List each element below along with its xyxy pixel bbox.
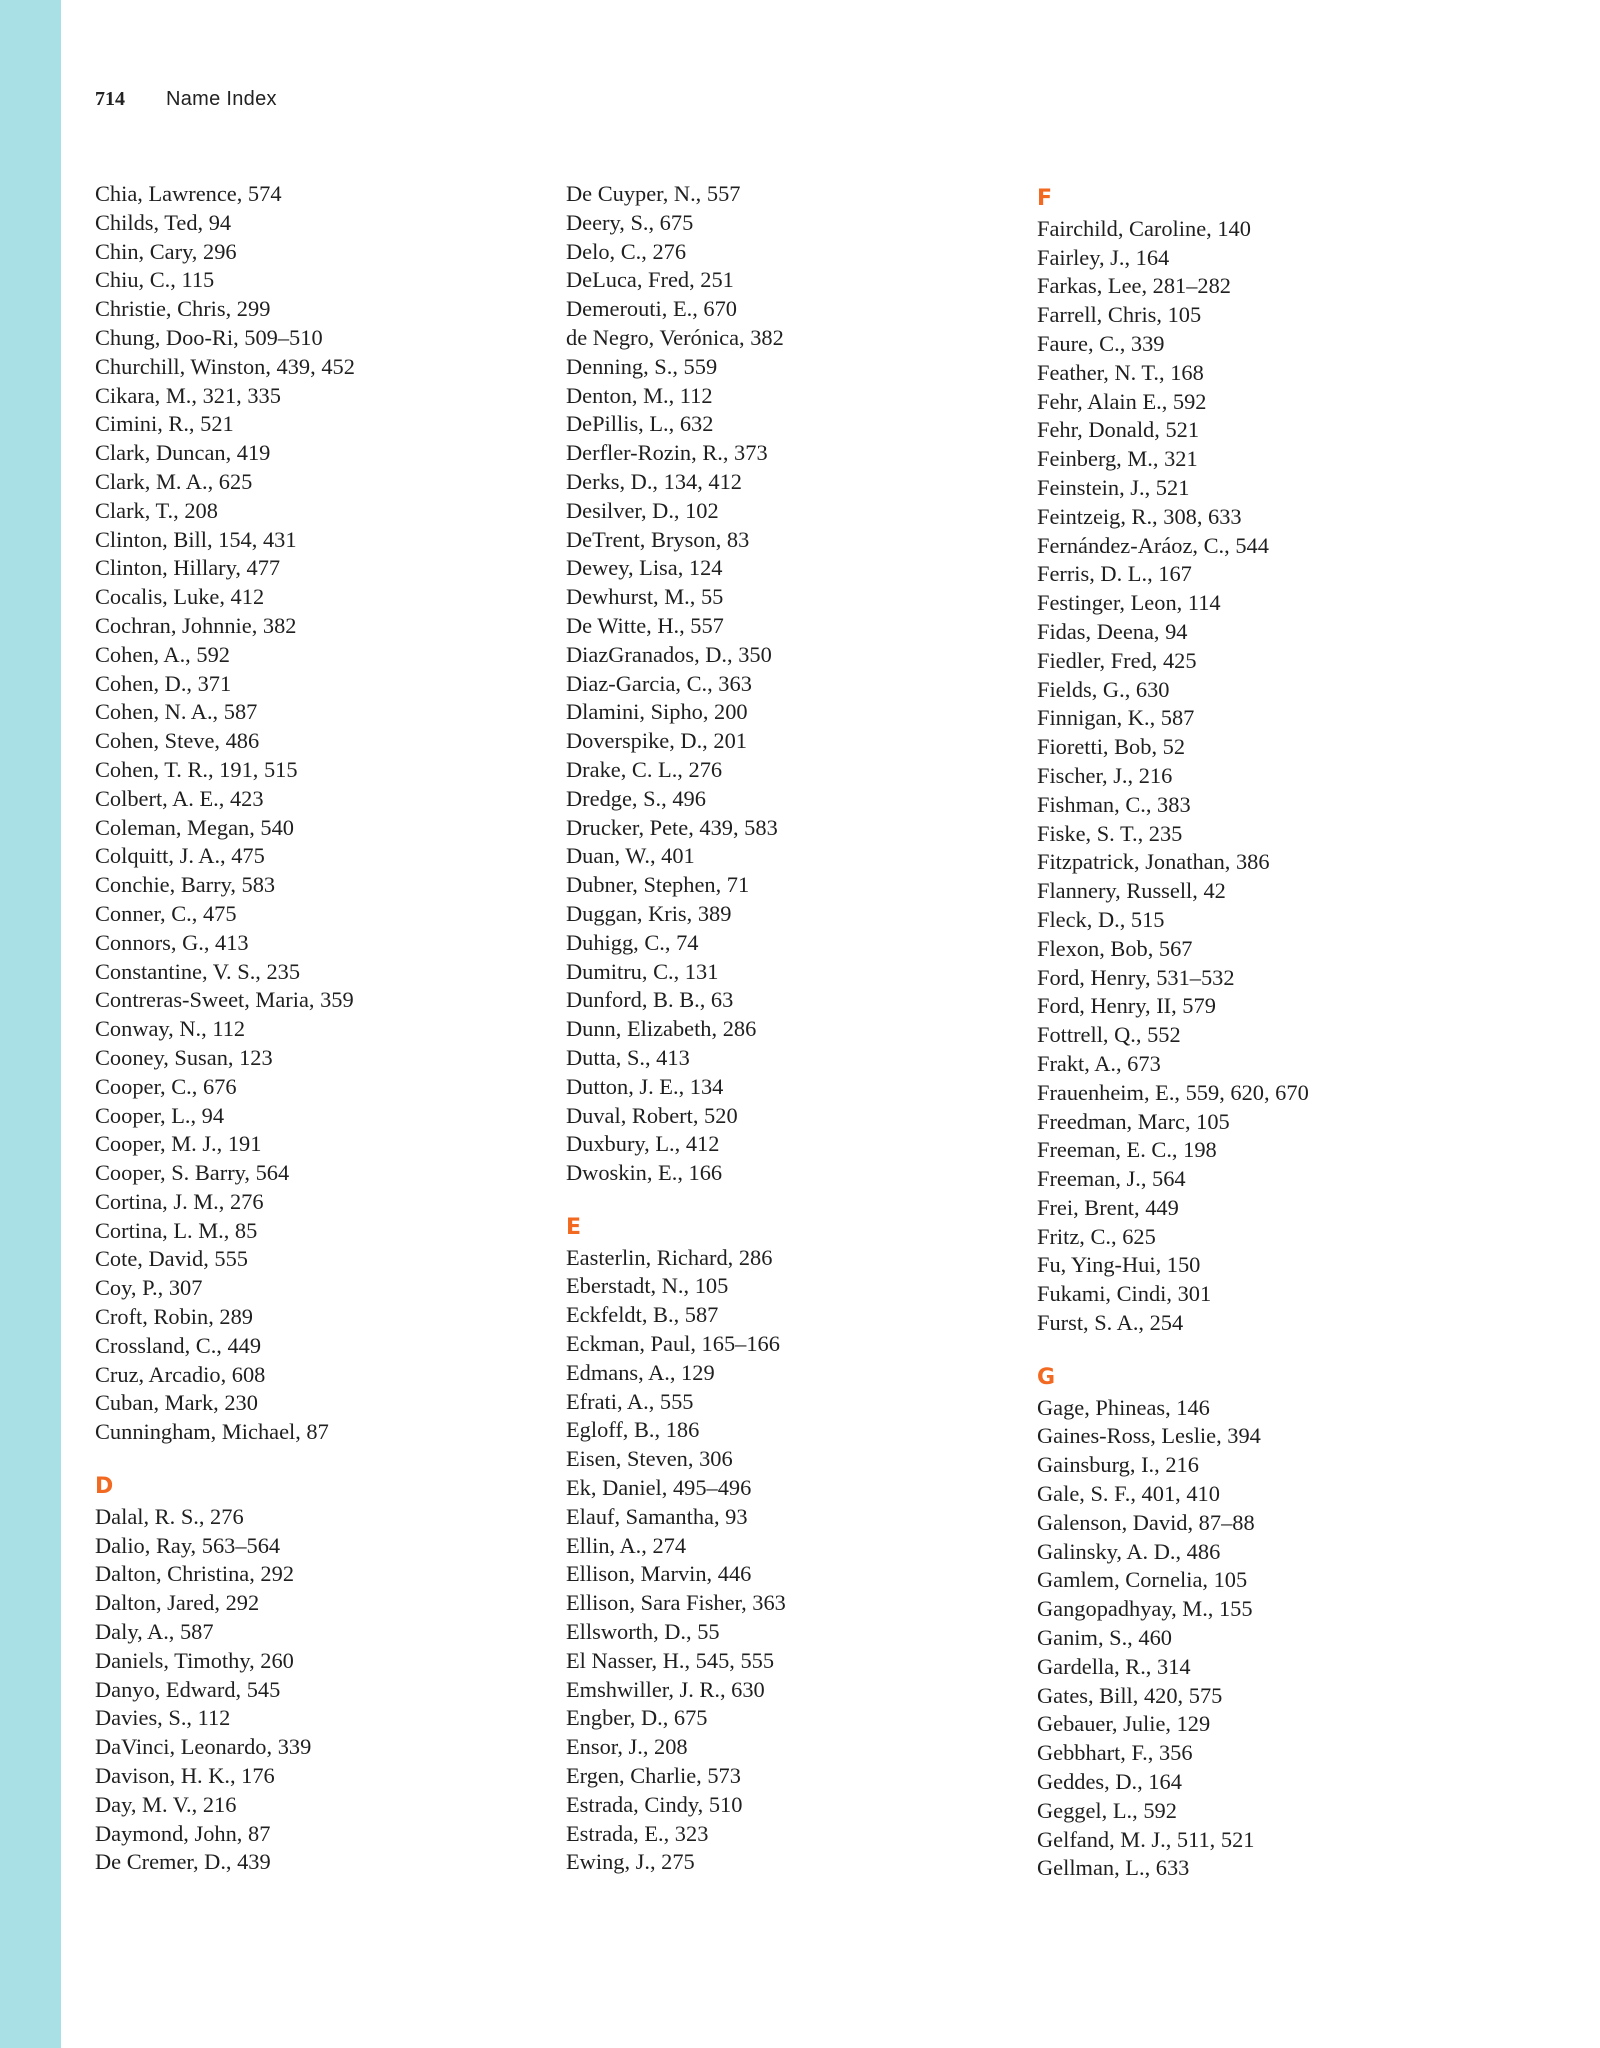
index-entry: Dewhurst, M., 55 [566,584,724,610]
index-entry: Cocalis, Luke, 412 [95,584,265,610]
index-entry: Daly, A., 587 [95,1619,214,1645]
index-entry: Freedman, Marc, 105 [1037,1108,1230,1134]
index-entry: Fehr, Alain E., 592 [1037,388,1207,414]
index-entry: Clinton, Bill, 154, 431 [95,526,297,552]
index-entry: Fields, G., 630 [1037,676,1170,702]
index-entry: Gale, S. F., 401, 410 [1037,1481,1220,1507]
index-entry: Farrell, Chris, 105 [1037,302,1202,328]
index-entry: Fiedler, Fred, 425 [1037,647,1197,673]
index-entry: Eisen, Steven, 306 [566,1446,733,1472]
index-entry: Ek, Daniel, 495–496 [566,1475,752,1501]
index-entry: Fishman, C., 383 [1037,791,1191,817]
index-entry: Chiu, C., 115 [95,267,215,293]
index-entry: Cooper, L., 94 [95,1102,225,1128]
index-entry: Egloff, B., 186 [566,1417,700,1443]
index-entry: Eberstadt, N., 105 [566,1273,729,1299]
index-entry: Frei, Brent, 449 [1037,1194,1179,1220]
index-entry: Danyo, Edward, 545 [95,1676,281,1702]
index-entry: Estrada, E., 323 [566,1820,709,1846]
section-letter-heading: G [1037,1364,1056,1390]
index-entry: Fiske, S. T., 235 [1037,820,1183,846]
index-entry: Coy, P., 307 [95,1275,203,1301]
index-entry: Cohen, N. A., 587 [95,699,258,725]
index-entry: Ferris, D. L., 167 [1037,561,1192,587]
index-entry: De Cuyper, N., 557 [566,181,741,206]
index-entry: Constantine, V. S., 235 [95,958,301,984]
index-entry: Cimini, R., 521 [95,411,234,437]
index-entry: Elauf, Samantha, 93 [566,1503,748,1529]
index-entry: Efrati, A., 555 [566,1388,694,1414]
index-entry: Conway, N., 112 [95,1016,246,1042]
index-entry: Drake, C. L., 276 [566,756,723,782]
index-entry: Dewey, Lisa, 124 [566,555,723,581]
index-entry: Ellin, A., 274 [566,1532,687,1558]
index-entry: El Nasser, H., 545, 555 [566,1647,775,1673]
index-entry: Delo, C., 276 [566,238,687,264]
index-entry: Fairchild, Caroline, 140 [1037,215,1251,241]
index-entry: Chung, Doo-Ri, 509–510 [95,324,323,350]
index-entry: Ford, Henry, 531–532 [1037,964,1235,990]
index-entry: Connors, G., 413 [95,929,249,955]
index-entry: Ewing, J., 275 [566,1849,695,1875]
index-entry: Day, M. V., 216 [95,1791,237,1817]
index-entry: Fidas, Deena, 94 [1037,618,1188,644]
index-entry: Dunford, B. B., 63 [566,987,734,1013]
index-entry: Frauenheim, E., 559, 620, 670 [1037,1079,1309,1105]
index-entry: Fritz, C., 625 [1037,1223,1156,1249]
index-entry: Childs, Ted, 94 [95,209,232,235]
section-letter-heading: E [566,1214,582,1240]
index-entry: Drucker, Pete, 439, 583 [566,814,778,840]
index-entry: Duhigg, C., 74 [566,929,699,955]
index-entry: Diaz-Garcia, C., 363 [566,670,752,696]
index-entry: Churchill, Winston, 439, 452 [95,353,355,379]
index-entry: Demerouti, E., 670 [566,296,738,322]
index-entry: Duggan, Kris, 389 [566,900,732,926]
index-entry: Coleman, Megan, 540 [95,814,294,840]
index-entry: Cruz, Arcadio, 608 [95,1361,266,1387]
index-entry: Dlamini, Sipho, 200 [566,699,748,725]
index-entry: Gainsburg, I., 216 [1037,1452,1199,1478]
index-entry: Gaines-Ross, Leslie, 394 [1037,1423,1261,1449]
index-entry: Fairley, J., 164 [1037,244,1170,270]
index-entry: DiazGranados, D., 350 [566,641,772,667]
index-entry: Dwoskin, E., 166 [566,1160,723,1186]
index-entry: Feather, N. T., 168 [1037,359,1204,385]
index-entry: Geggel, L., 592 [1037,1797,1177,1823]
index-entry: Denton, M., 112 [566,382,713,408]
index-entry: Dalton, Jared, 292 [95,1590,260,1616]
index-entry: Geddes, D., 164 [1037,1769,1182,1795]
index-entry: Dalton, Christina, 292 [95,1561,295,1587]
index-entry: Cooper, S. Barry, 564 [95,1160,290,1186]
index-entry: Crossland, C., 449 [95,1332,262,1358]
index-entry: Dutta, S., 413 [566,1044,690,1070]
index-entry: Ford, Henry, II, 579 [1037,993,1216,1019]
index-entry: Cohen, T. R., 191, 515 [95,756,298,782]
page-title: Name Index [166,88,277,110]
index-entry: Duan, W., 401 [566,843,695,869]
index-column-3 [1037,180,1477,1883]
index-entry: Galinsky, A. D., 486 [1037,1538,1221,1564]
index-entry: Feintzeig, R., 308, 633 [1037,503,1242,529]
index-entry: Ganim, S., 460 [1037,1625,1172,1651]
index-entry: Gelfand, M. J., 511, 521 [1037,1826,1255,1852]
index-entry: Chin, Cary, 296 [95,238,237,264]
index-entry: Flexon, Bob, 567 [1037,935,1193,961]
index-entry: Clark, M. A., 625 [95,468,253,494]
index-entry: Feinstein, J., 521 [1037,474,1190,500]
index-entry: Doverspike, D., 201 [566,728,747,754]
index-entry: Dubner, Stephen, 71 [566,872,750,898]
index-entry: de Negro, Verónica, 382 [566,324,784,350]
index-entry: Ellison, Marvin, 446 [566,1561,752,1587]
index-entry: De Cremer, D., 439 [95,1849,271,1875]
index-entry: DaVinci, Leonardo, 339 [95,1734,312,1760]
index-entry: Emshwiller, J. R., 630 [566,1676,765,1702]
index-entry: Easterlin, Richard, 286 [566,1244,773,1270]
index-entry: Freeman, E. C., 198 [1037,1137,1217,1163]
index-entry: Cohen, A., 592 [95,641,230,667]
index-entry: Gangopadhyay, M., 155 [1037,1596,1253,1622]
index-entry: Fioretti, Bob, 52 [1037,734,1186,760]
index-entry: Ensor, J., 208 [566,1734,688,1760]
index-entry: Cooper, M. J., 191 [95,1131,262,1157]
index-column-2 [566,180,1006,1877]
index-entry: Edmans, A., 129 [566,1359,715,1385]
index-entry: Freeman, J., 564 [1037,1166,1186,1192]
section-letter-heading: D [95,1474,114,1500]
index-entry: Chia, Lawrence, 574 [95,181,282,206]
index-entry: Galenson, David, 87–88 [1037,1509,1255,1535]
section-letter-heading: F [1037,186,1053,211]
index-entry: Clark, T., 208 [95,497,218,523]
index-entry: Contreras-Sweet, Maria, 359 [95,987,354,1013]
index-entry: Cooper, C., 676 [95,1073,237,1099]
index-entry: Davison, H. K., 176 [95,1763,275,1789]
index-entry: Ellison, Sara Fisher, 363 [566,1590,786,1616]
index-entry: Fottrell, Q., 552 [1037,1022,1181,1048]
index-entry: Dalio, Ray, 563–564 [95,1532,281,1558]
index-entry: Farkas, Lee, 281–282 [1037,273,1232,299]
index-entry: Fu, Ying-Hui, 150 [1037,1252,1201,1278]
index-entry: Derks, D., 134, 412 [566,468,742,494]
index-entry: DeTrent, Bryson, 83 [566,526,750,552]
index-entry: Cunningham, Michael, 87 [95,1419,329,1445]
index-entry: Faure, C., 339 [1037,330,1165,356]
page-number: 714 [95,88,125,110]
index-entry: Gates, Bill, 420, 575 [1037,1682,1223,1708]
index-entry: Clark, Duncan, 419 [95,440,271,466]
index-entry: Fleck, D., 515 [1037,906,1165,932]
index-entry: Daniels, Timothy, 260 [95,1647,294,1673]
index-entry: Gellman, L., 633 [1037,1855,1190,1881]
index-entry: Cochran, Johnnie, 382 [95,612,297,638]
index-entry: Cortina, J. M., 276 [95,1188,264,1214]
index-entry: Davies, S., 112 [95,1705,231,1731]
index-entry: Dumitru, C., 131 [566,958,719,984]
index-entry: Duval, Robert, 520 [566,1102,738,1128]
index-entry: Dredge, S., 496 [566,785,706,811]
index-entry: De Witte, H., 557 [566,612,724,638]
index-entry: Ellsworth, D., 55 [566,1619,720,1645]
index-entry: Cooney, Susan, 123 [95,1044,273,1070]
index-entry: Finnigan, K., 587 [1037,705,1195,731]
index-entry: Dalal, R. S., 276 [95,1503,244,1529]
index-entry: Dunn, Elizabeth, 286 [566,1016,757,1042]
index-entry: Fernández-Aráoz, C., 544 [1037,532,1269,558]
index-entry: Conchie, Barry, 583 [95,872,276,898]
index-entry: Furst, S. A., 254 [1037,1310,1184,1336]
index-entry: Gebauer, Julie, 129 [1037,1711,1211,1737]
index-column-1 [95,180,535,1877]
index-entry: Gebbhart, F., 356 [1037,1740,1193,1766]
index-entry: Cohen, Steve, 486 [95,728,260,754]
index-entry: Christie, Chris, 299 [95,296,271,322]
index-entry: Dutton, J. E., 134 [566,1073,724,1099]
index-entry: Croft, Robin, 289 [95,1304,253,1330]
index-entry: DePillis, L., 632 [566,411,714,437]
index-entry: Eckfeldt, B., 587 [566,1302,719,1328]
index-entry: Daymond, John, 87 [95,1820,271,1846]
index-entry: Colbert, A. E., 423 [95,785,264,811]
index-entry: Fukami, Cindi, 301 [1037,1281,1212,1307]
index-entry: Denning, S., 559 [566,353,718,379]
index-entry: Estrada, Cindy, 510 [566,1791,743,1817]
index-entry: Conner, C., 475 [95,900,237,926]
index-entry: Festinger, Leon, 114 [1037,590,1221,616]
index-entry: Gage, Phineas, 146 [1037,1394,1210,1420]
index-entry: Cortina, L. M., 85 [95,1217,258,1243]
index-entry: Cohen, D., 371 [95,670,232,696]
index-entry: Flannery, Russell, 42 [1037,878,1226,904]
index-entry: Fehr, Donald, 521 [1037,417,1200,443]
index-entry: Frakt, A., 673 [1037,1050,1161,1076]
index-entry: Engber, D., 675 [566,1705,708,1731]
index-entry: Deery, S., 675 [566,209,694,235]
index-entry: Fischer, J., 216 [1037,762,1173,788]
index-entry: Clinton, Hillary, 477 [95,555,281,581]
index-entry: Cote, David, 555 [95,1246,248,1272]
index-entry: Cuban, Mark, 230 [95,1390,258,1416]
index-entry: Eckman, Paul, 165–166 [566,1331,780,1357]
index-entry: Duxbury, L., 412 [566,1131,720,1157]
running-head [95,88,277,111]
index-entry: Colquitt, J. A., 475 [95,843,265,869]
index-entry: Derfler-Rozin, R., 373 [566,440,768,466]
index-entry: DeLuca, Fred, 251 [566,267,734,293]
index-entry: Gardella, R., 314 [1037,1653,1191,1679]
index-entry: Fitzpatrick, Jonathan, 386 [1037,849,1270,875]
index-entry: Ergen, Charlie, 573 [566,1763,741,1789]
index-entry: Desilver, D., 102 [566,497,719,523]
index-entry: Gamlem, Cornelia, 105 [1037,1567,1248,1593]
side-color-strip [0,0,61,2048]
index-entry: Cikara, M., 321, 335 [95,382,281,408]
index-entry: Feinberg, M., 321 [1037,446,1198,472]
